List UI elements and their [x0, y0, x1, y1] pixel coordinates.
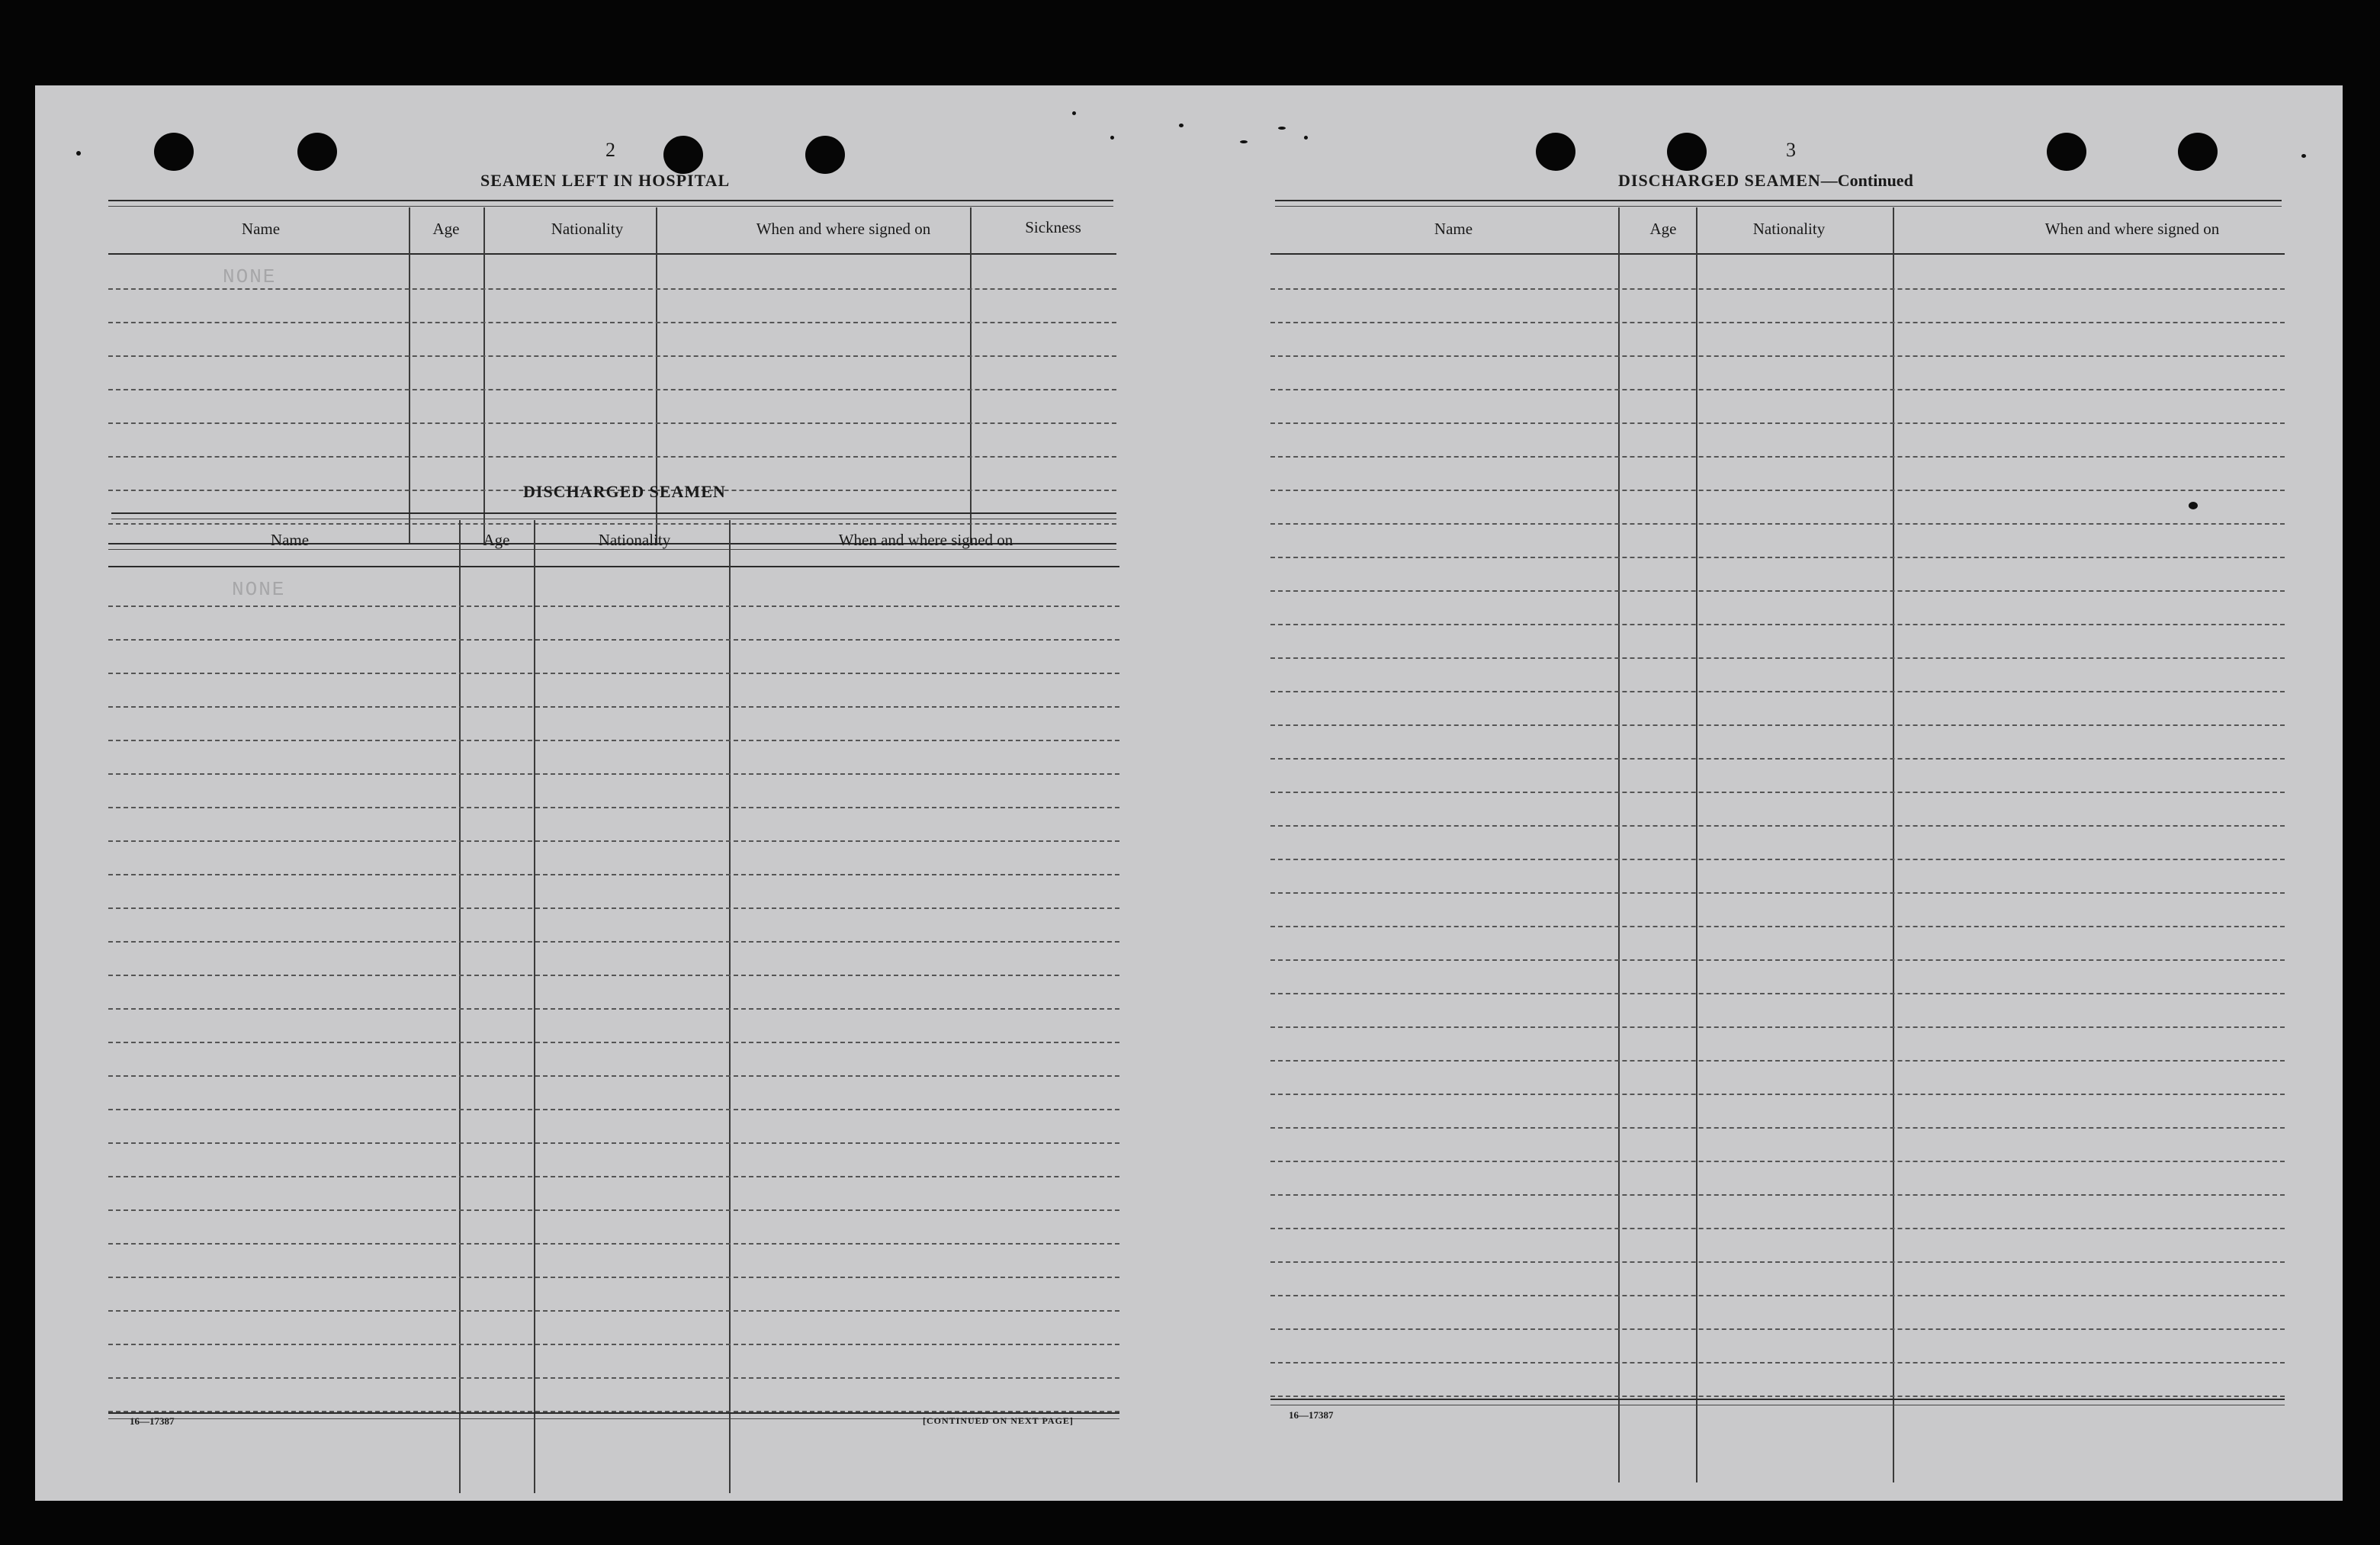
row-line — [1270, 523, 2285, 525]
row-line — [1270, 1396, 2285, 1397]
row-line — [108, 807, 1119, 808]
row-line — [108, 422, 1116, 424]
right-col-when-where: When and where signed on — [2044, 220, 2220, 238]
speck — [2301, 154, 2306, 158]
discharged-col-name: Name — [270, 531, 310, 549]
speck — [76, 151, 81, 156]
row-line — [108, 907, 1119, 909]
discharged-entry-stamp: NONE — [232, 578, 286, 601]
rule — [1270, 1399, 2285, 1400]
column-divider — [1893, 207, 1894, 1482]
punch-hole — [663, 136, 703, 174]
left-form-number: 16—17387 — [130, 1415, 175, 1427]
row-line — [1270, 792, 2285, 793]
right-page-title — [1618, 171, 1913, 191]
row-line — [1270, 288, 2285, 290]
rule — [1270, 253, 2285, 255]
row-line — [1270, 1026, 2285, 1028]
row-line — [1270, 859, 2285, 860]
row-line — [108, 523, 1116, 525]
hospital-entry-stamp: NONE — [223, 265, 277, 288]
row-line — [1270, 1161, 2285, 1162]
row-line — [1270, 490, 2285, 491]
row-line — [108, 1377, 1119, 1379]
punch-hole — [1667, 133, 1707, 171]
discharged-col-age: Age — [483, 531, 510, 549]
row-line — [1270, 1194, 2285, 1196]
row-line — [1270, 926, 2285, 927]
punch-hole — [154, 133, 194, 171]
row-line — [108, 773, 1119, 775]
row-line — [108, 874, 1119, 875]
column-divider — [534, 520, 535, 1493]
row-line — [1270, 892, 2285, 894]
speck — [1179, 124, 1184, 127]
row-line — [1270, 590, 2285, 592]
column-divider — [970, 207, 972, 544]
row-line — [108, 1277, 1119, 1278]
row-line — [108, 1042, 1119, 1043]
row-line — [1270, 825, 2285, 827]
row-line — [1270, 724, 2285, 726]
row-line — [1270, 1261, 2285, 1263]
column-divider — [729, 520, 731, 1493]
row-line — [1270, 1127, 2285, 1129]
row-line — [108, 740, 1119, 741]
row-line — [1270, 1328, 2285, 1330]
row-line — [108, 706, 1119, 708]
rule — [1275, 206, 2282, 207]
row-line — [1270, 691, 2285, 692]
right-page-number: 3 — [1786, 139, 1796, 161]
row-line — [108, 389, 1116, 390]
hospital-col-sickness: Sickness — [1025, 218, 1081, 236]
row-line — [108, 1344, 1119, 1345]
discharged-col-when-where: When and where signed on — [838, 531, 1013, 549]
row-line — [1270, 422, 2285, 424]
row-line — [108, 1075, 1119, 1077]
right-col-name: Name — [1434, 220, 1473, 238]
hospital-col-when-where: When and where signed on — [756, 220, 931, 238]
speck — [1304, 136, 1308, 140]
row-line — [108, 975, 1119, 976]
punch-hole — [805, 136, 845, 174]
right-form-number: 16—17387 — [1289, 1409, 1334, 1421]
row-line — [1270, 557, 2285, 558]
column-divider — [459, 520, 461, 1493]
rule — [108, 1412, 1119, 1414]
speck — [1072, 111, 1076, 115]
rule — [108, 566, 1119, 567]
row-line — [108, 1109, 1119, 1110]
row-line — [1270, 657, 2285, 659]
right-col-nationality: Nationality — [1752, 220, 1826, 238]
row-line — [108, 1243, 1119, 1245]
speck — [1110, 136, 1114, 140]
row-line — [108, 941, 1119, 943]
document-sheet — [35, 85, 2343, 1501]
row-line — [108, 322, 1116, 323]
rule — [108, 206, 1113, 207]
right-title-suffix: —Continued — [1820, 171, 1913, 190]
left-page-number: 2 — [605, 139, 615, 161]
row-line — [108, 1142, 1119, 1144]
column-divider — [409, 207, 410, 544]
hospital-col-age: Age — [432, 220, 460, 238]
row-line — [1270, 389, 2285, 390]
discharged-section-title: DISCHARGED SEAMEN — [523, 482, 726, 501]
row-line — [1270, 1228, 2285, 1229]
row-line — [1270, 959, 2285, 961]
row-line — [1270, 456, 2285, 458]
rule — [108, 200, 1113, 201]
hospital-section-title: SEAMEN LEFT IN HOSPITAL — [480, 171, 731, 190]
row-line — [108, 288, 1116, 290]
punch-hole — [2047, 133, 2086, 171]
row-line — [1270, 355, 2285, 357]
rule — [111, 512, 1116, 514]
continued-note: [CONTINUED ON NEXT PAGE] — [923, 1415, 1074, 1426]
row-line — [108, 1008, 1119, 1010]
row-line — [108, 1176, 1119, 1177]
row-line — [108, 605, 1119, 607]
row-line — [108, 355, 1116, 357]
row-line — [108, 1209, 1119, 1211]
speck — [1278, 127, 1286, 130]
row-line — [1270, 1094, 2285, 1095]
row-line — [1270, 322, 2285, 323]
row-line — [1270, 1295, 2285, 1296]
right-col-age: Age — [1649, 220, 1677, 238]
row-line — [108, 639, 1119, 641]
row-line — [108, 1310, 1119, 1312]
column-divider — [1696, 207, 1697, 1482]
speck — [1240, 140, 1248, 143]
discharged-col-nationality: Nationality — [598, 531, 671, 549]
row-line — [1270, 993, 2285, 994]
row-line — [1270, 1362, 2285, 1364]
row-line — [1270, 1060, 2285, 1062]
rule — [1275, 200, 2282, 201]
column-divider — [1618, 207, 1620, 1482]
column-divider — [483, 207, 485, 544]
punch-hole — [2178, 133, 2218, 171]
hospital-col-name: Name — [241, 220, 281, 238]
hospital-col-nationality: Nationality — [551, 220, 624, 238]
row-line — [108, 840, 1119, 842]
rule — [108, 253, 1116, 255]
row-line — [108, 456, 1116, 458]
punch-hole — [297, 133, 337, 171]
punch-hole — [1536, 133, 1575, 171]
row-line — [1270, 624, 2285, 625]
row-line — [108, 673, 1119, 674]
right-title-main: DISCHARGED SEAMEN — [1618, 171, 1821, 190]
speck — [2189, 502, 2198, 509]
row-line — [1270, 758, 2285, 760]
